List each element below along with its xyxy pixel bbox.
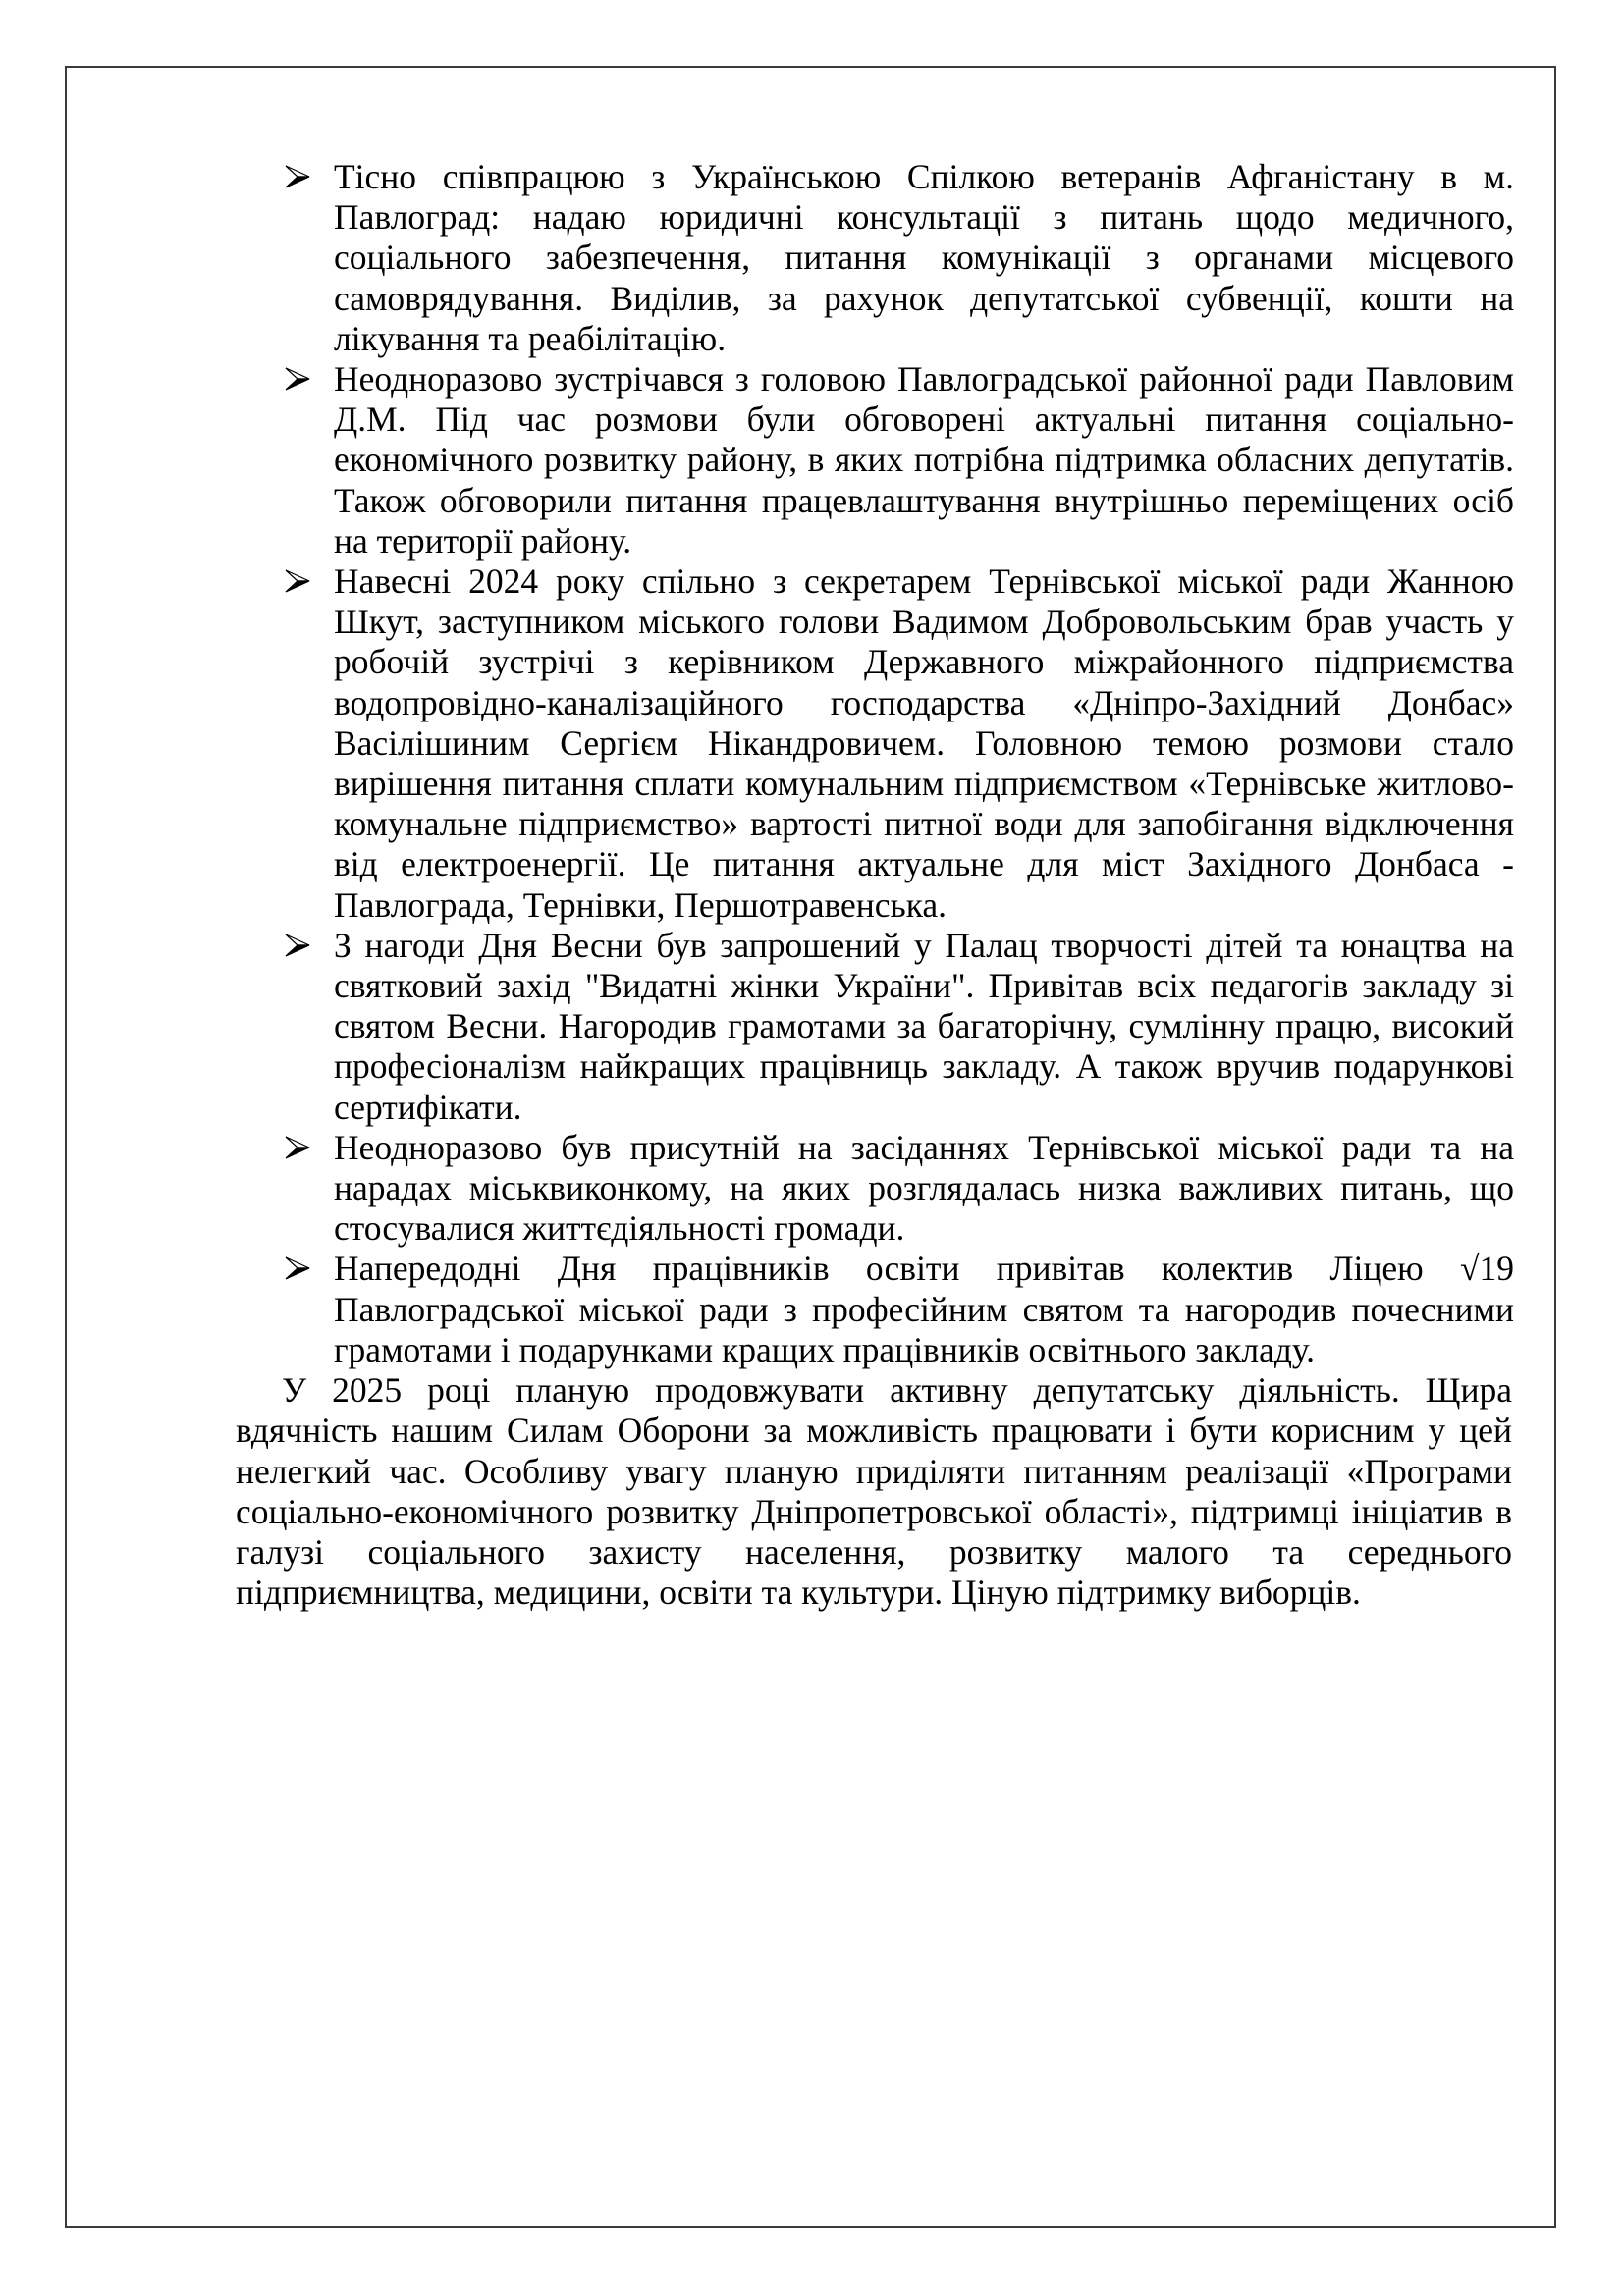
closing-paragraph: У 2025 році планую продовжувати активну депутатську діяльність. Щира вдячність нашим Силам Оборони за можливість працювати і бути корисним у цей нелегкий час. Особливу увагу планую приділяти питанням реалізації «Програми соціально-економічного розвитку Дніпропетровської області», підтримці ініціатив в галузі соціального захисту населення, розвитку малого та середнього підприємництва, медицини, освіти та культури. Ціную підтримку виборців. <box>236 1370 1512 1613</box>
arrowhead-bullet-icon <box>285 366 310 392</box>
bullet-item <box>285 359 1514 561</box>
arrowhead-bullet-icon <box>285 1255 310 1281</box>
activity-bullet-list <box>285 157 1514 1370</box>
arrowhead-bullet-icon <box>285 933 310 958</box>
bullet-text: Напередодні Дня працівників освіти привітав колектив Ліцею √19 Павлоградської міської ради з професійним святом та нагородив почесними грамотами і подарунками кращих працівників освітнього закладу. <box>334 1249 1514 1369</box>
bullet-text: Тісно співпрацюю з Українською Спілкою ветеранів Афганістану в м. Павлоград: надаю юридичні консультації з питань щодо медичного, соціального забезпечення, питання комунікації з органами місцевого самоврядування. Виділив, за рахунок депутатської субвенції, кошти на лікування та реабілітацію. <box>334 157 1514 358</box>
bullet-item <box>285 561 1514 926</box>
bullet-item <box>285 1128 1514 1250</box>
bullet-item <box>285 1249 1514 1370</box>
bullet-text: Неодноразово був присутній на засіданнях Тернівської міської ради та на нарадах міськвиконкому, на яких розглядалась низка важливих питань, що стосувалися життєдіяльності громади. <box>334 1127 1514 1249</box>
arrowhead-bullet-icon <box>285 568 310 594</box>
closing-section <box>236 1370 1514 1613</box>
bullet-item <box>285 157 1514 359</box>
document-body <box>236 157 1514 1613</box>
bullet-text: Неодноразово зустрічався з головою Павлоградської районної ради Павловим Д.М. Під час розмови були обговорені актуальні питання соціально-економічного розвитку району, в яких потрібна підтримка обласних депутатів. Також обговорили питання працевлаштування внутрішньо переміщених осіб на території району. <box>334 359 1514 561</box>
bullet-text: Навесні 2024 року спільно з секретарем Тернівської міської ради Жанною Шкут, заступником міського голови Вадимом Добровольським брав участь у робочій зустрічі з керівником Державного міжрайонного підприємства водопровідно-каналізаційного господарства «Дніпро-Західний Донбас» Васілішиним Сергієм Нікандровичем. Головною темою розмови стало вирішення питання сплати комунальним підприємством «Тернівське житлово-комунальне підприємство» вартості питної води для запобігання відключення від електроенергії. Це питання актуальне для міст Західного Донбаса - Павлограда, Тернівки, Першотравенська. <box>334 561 1514 925</box>
bullet-item <box>285 926 1514 1128</box>
arrowhead-bullet-icon <box>285 1135 310 1160</box>
bullet-text: З нагоди Дня Весни був запрошений у Палац творчості дітей та юнацтва на святковий захід "Видатні жінки України". Привітав всіх педагогів закладу зі святом Весни. Нагородив грамотами за багаторічну, сумлінну працю, високий професіоналізм найкращих працівниць закладу. А також вручив подарункові сертифікати. <box>334 925 1514 1127</box>
arrowhead-bullet-icon <box>285 164 310 189</box>
